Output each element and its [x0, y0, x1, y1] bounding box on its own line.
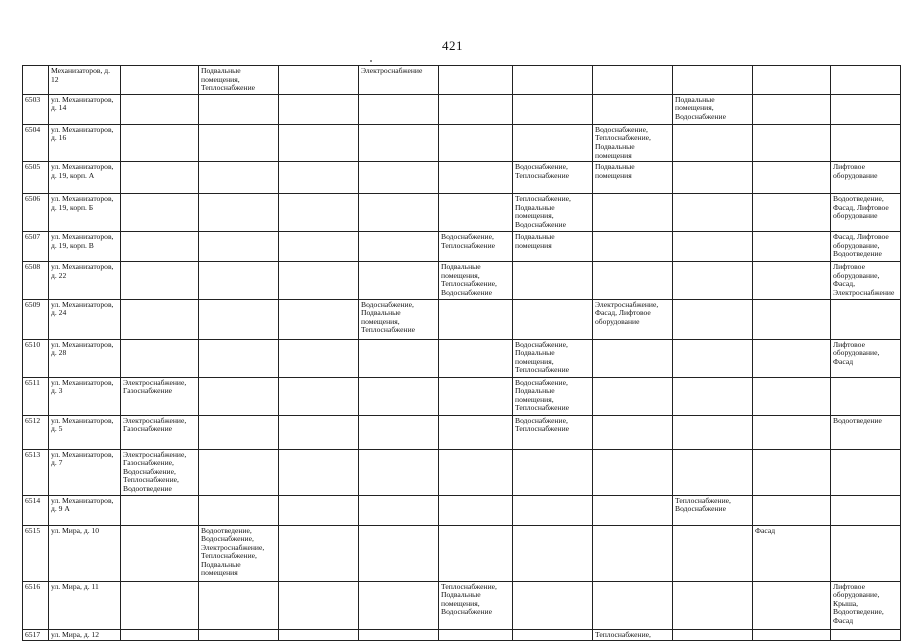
address-cell: ул. Механизаторов, д. 24 — [49, 299, 121, 339]
work-type-cell — [831, 299, 901, 339]
address-cell: ул. Механизаторов, д. 28 — [49, 339, 121, 377]
work-type-cell — [279, 377, 359, 415]
work-type-cell — [121, 124, 199, 161]
work-type-cell: Водоснабжение, Теплоснабжение, Подвальные помещения — [593, 124, 673, 161]
work-type-cell: Водоснабжение, Подвальные помещения, Теплоснабжение — [513, 339, 593, 377]
work-type-cell — [593, 495, 673, 525]
row-number: 6506 — [23, 194, 49, 232]
work-type-cell — [439, 124, 513, 161]
work-type-cell: Лифтовое оборудование, Фасад, Электроснабжение — [831, 262, 901, 299]
page-number: 421 — [442, 38, 463, 53]
work-type-cell: Подвальные помещения — [513, 232, 593, 262]
work-type-cell: Фасад, Лифтовое оборудование, Водоотведение — [831, 232, 901, 262]
work-type-cell — [359, 377, 439, 415]
table-row — [23, 339, 901, 377]
work-type-cell — [199, 162, 279, 194]
work-type-cell — [121, 262, 199, 299]
table-row — [23, 66, 901, 95]
row-number: 6503 — [23, 94, 49, 124]
work-type-cell — [199, 339, 279, 377]
row-number: 6508 — [23, 262, 49, 299]
address-cell: ул. Механизаторов, д. 19, корп. В — [49, 232, 121, 262]
row-number: 6515 — [23, 525, 49, 581]
work-type-cell: Электроснабжение, Фасад, Лифтовое оборудование — [593, 299, 673, 339]
work-type-cell — [513, 262, 593, 299]
work-type-cell: Лифтовое оборудование, Крыша, Водоотведение, Фасад — [831, 581, 901, 629]
work-type-cell: Фасад — [753, 525, 831, 581]
work-type-cell — [831, 629, 901, 641]
work-type-cell — [279, 194, 359, 232]
work-type-cell: Водоотведение — [831, 415, 901, 449]
work-type-cell: Водоснабжение, Теплоснабжение — [513, 162, 593, 194]
address-cell: ул. Механизаторов, д. 14 — [49, 94, 121, 124]
work-type-cell — [513, 66, 593, 95]
work-type-cell — [359, 232, 439, 262]
work-type-cell — [279, 66, 359, 95]
work-type-cell — [753, 581, 831, 629]
row-number: 6511 — [23, 377, 49, 415]
work-type-cell — [359, 581, 439, 629]
work-type-cell — [673, 124, 753, 161]
work-type-cell — [753, 629, 831, 641]
work-type-cell — [673, 525, 753, 581]
row-number: 6510 — [23, 339, 49, 377]
work-type-cell — [673, 629, 753, 641]
work-type-cell — [279, 299, 359, 339]
work-type-cell — [121, 581, 199, 629]
work-type-cell — [279, 232, 359, 262]
work-type-cell: Водоотведение, Фасад, Лифтовое оборудование — [831, 194, 901, 232]
work-type-cell — [593, 525, 673, 581]
work-type-cell — [359, 525, 439, 581]
table-row — [23, 415, 901, 449]
repair-schedule-table — [22, 65, 901, 641]
work-type-cell: Подвальные помещения — [593, 162, 673, 194]
work-type-cell — [279, 339, 359, 377]
work-type-cell — [593, 377, 673, 415]
work-type-cell — [753, 339, 831, 377]
work-type-cell — [439, 339, 513, 377]
table-row — [23, 629, 901, 641]
work-type-cell — [199, 194, 279, 232]
address-cell: Механизаторов, д. 12 — [49, 66, 121, 95]
work-type-cell — [199, 449, 279, 495]
work-type-cell — [359, 415, 439, 449]
work-type-cell — [673, 449, 753, 495]
work-type-cell — [753, 162, 831, 194]
work-type-cell — [439, 415, 513, 449]
work-type-cell — [439, 449, 513, 495]
work-type-cell — [359, 162, 439, 194]
work-type-cell — [831, 495, 901, 525]
work-type-cell — [831, 525, 901, 581]
row-number: 6512 — [23, 415, 49, 449]
work-type-cell: Электроснабжение, Газоснабжение — [121, 377, 199, 415]
work-type-cell — [753, 415, 831, 449]
work-type-cell — [121, 629, 199, 641]
work-type-cell — [439, 194, 513, 232]
work-type-cell — [359, 262, 439, 299]
row-number: 6516 — [23, 581, 49, 629]
work-type-cell — [199, 262, 279, 299]
work-type-cell — [439, 525, 513, 581]
row-number: 6513 — [23, 449, 49, 495]
row-number: 6509 — [23, 299, 49, 339]
work-type-cell: Лифтовое оборудование — [831, 162, 901, 194]
work-type-cell: Теплоснабжение, Водоснабжение — [673, 495, 753, 525]
work-type-cell — [673, 194, 753, 232]
table-row — [23, 162, 901, 194]
table-row — [23, 262, 901, 299]
work-type-cell — [439, 162, 513, 194]
work-type-cell — [359, 495, 439, 525]
work-type-cell — [513, 629, 593, 641]
work-type-cell — [513, 581, 593, 629]
work-type-cell — [593, 194, 673, 232]
work-type-cell — [121, 525, 199, 581]
work-type-cell — [753, 495, 831, 525]
work-type-cell — [279, 525, 359, 581]
work-type-cell: Подвальные помещения, Теплоснабжение — [199, 66, 279, 95]
work-type-cell: Электроснабжение, Газоснабжение — [121, 415, 199, 449]
work-type-cell — [199, 581, 279, 629]
work-type-cell: Водоснабжение, Подвальные помещения, Теплоснабжение — [359, 299, 439, 339]
table-row — [23, 525, 901, 581]
row-number: 6517 — [23, 629, 49, 641]
work-type-cell — [673, 339, 753, 377]
work-type-cell: Лифтовое оборудование, Фасад — [831, 339, 901, 377]
work-type-cell: Теплоснабжение, — [593, 629, 673, 641]
work-type-cell — [593, 232, 673, 262]
work-type-cell — [831, 94, 901, 124]
work-type-cell — [359, 124, 439, 161]
work-type-cell — [359, 629, 439, 641]
work-type-cell — [199, 94, 279, 124]
row-number: 6505 — [23, 162, 49, 194]
work-type-cell — [673, 262, 753, 299]
table-row — [23, 94, 901, 124]
address-cell: ул. Мира, д. 12 — [49, 629, 121, 641]
work-type-cell — [439, 66, 513, 95]
address-cell: ул. Мира, д. 10 — [49, 525, 121, 581]
work-type-cell — [279, 415, 359, 449]
work-type-cell — [593, 66, 673, 95]
work-type-cell: Водоснабжение, Теплоснабжение — [439, 232, 513, 262]
work-type-cell — [593, 339, 673, 377]
work-type-cell — [673, 162, 753, 194]
work-type-cell — [199, 124, 279, 161]
work-type-cell — [279, 495, 359, 525]
work-type-cell — [121, 94, 199, 124]
work-type-cell: Водоотведение, Водоснабжение, Электроснабжение, Теплоснабжение, Подвальные помещения — [199, 525, 279, 581]
work-type-cell — [593, 449, 673, 495]
address-cell: ул. Механизаторов, д. 3 — [49, 377, 121, 415]
work-type-cell — [359, 339, 439, 377]
work-type-cell — [831, 66, 901, 95]
work-type-cell — [513, 525, 593, 581]
work-type-cell — [121, 232, 199, 262]
table-row — [23, 232, 901, 262]
work-type-cell — [593, 581, 673, 629]
work-type-cell — [199, 415, 279, 449]
work-type-cell: Подвальные помещения, Водоснабжение — [673, 94, 753, 124]
work-type-cell — [593, 415, 673, 449]
work-type-cell — [673, 299, 753, 339]
work-type-cell — [753, 232, 831, 262]
work-type-cell — [513, 299, 593, 339]
work-type-cell — [439, 299, 513, 339]
work-type-cell — [439, 629, 513, 641]
work-type-cell — [199, 495, 279, 525]
work-type-cell: Электроснабжение — [359, 66, 439, 95]
row-number — [23, 66, 49, 95]
work-type-cell — [753, 449, 831, 495]
work-type-cell — [673, 232, 753, 262]
address-cell: ул. Механизаторов, д. 7 — [49, 449, 121, 495]
table-row — [23, 124, 901, 161]
work-type-cell — [199, 299, 279, 339]
work-type-cell — [199, 377, 279, 415]
work-type-cell — [513, 124, 593, 161]
scan-speck — [370, 60, 372, 62]
address-cell: ул. Мира, д. 11 — [49, 581, 121, 629]
address-cell: ул. Механизаторов, д. 19, корп. Б — [49, 194, 121, 232]
work-type-cell — [831, 377, 901, 415]
work-type-cell: Подвальные помещения, Теплоснабжение, Водоснабжение — [439, 262, 513, 299]
work-type-cell — [753, 194, 831, 232]
work-type-cell — [279, 94, 359, 124]
work-type-cell — [279, 262, 359, 299]
row-number: 6514 — [23, 495, 49, 525]
work-type-cell — [831, 124, 901, 161]
work-type-cell — [439, 94, 513, 124]
work-type-cell — [753, 94, 831, 124]
address-cell: ул. Механизаторов, д. 16 — [49, 124, 121, 161]
work-type-cell — [513, 94, 593, 124]
work-type-cell — [593, 262, 673, 299]
work-type-cell — [279, 124, 359, 161]
work-type-cell — [279, 581, 359, 629]
work-type-cell: Теплоснабжение, Подвальные помещения, Водоснабжение — [439, 581, 513, 629]
work-type-cell — [279, 629, 359, 641]
row-number: 6504 — [23, 124, 49, 161]
work-type-cell — [831, 449, 901, 495]
work-type-cell — [199, 232, 279, 262]
row-number: 6507 — [23, 232, 49, 262]
work-type-cell — [439, 377, 513, 415]
address-cell: ул. Механизаторов, д. 22 — [49, 262, 121, 299]
work-type-cell — [359, 449, 439, 495]
table-row — [23, 377, 901, 415]
work-type-cell — [121, 162, 199, 194]
work-type-cell — [753, 66, 831, 95]
work-type-cell — [673, 377, 753, 415]
work-type-cell: Водоснабжение, Теплоснабжение — [513, 415, 593, 449]
work-type-cell — [753, 377, 831, 415]
work-type-cell — [673, 581, 753, 629]
work-type-cell — [513, 449, 593, 495]
work-type-cell — [199, 629, 279, 641]
table-row — [23, 299, 901, 339]
work-type-cell — [673, 66, 753, 95]
work-type-cell: Теплоснабжение, Подвальные помещения, Водоснабжение — [513, 194, 593, 232]
work-type-cell — [121, 194, 199, 232]
work-type-cell — [121, 495, 199, 525]
work-type-cell — [513, 495, 593, 525]
table-row — [23, 194, 901, 232]
work-type-cell — [121, 66, 199, 95]
work-type-cell — [121, 339, 199, 377]
work-type-cell — [753, 124, 831, 161]
work-type-cell — [593, 94, 673, 124]
work-type-cell — [359, 194, 439, 232]
work-type-cell — [279, 449, 359, 495]
work-type-cell — [359, 94, 439, 124]
work-type-cell — [439, 495, 513, 525]
work-type-cell: Электроснабжение, Газоснабжение, Водоснабжение, Теплоснабжение, Водоотведение — [121, 449, 199, 495]
work-type-cell: Водоснабжение, Подвальные помещения, Теплоснабжение — [513, 377, 593, 415]
address-cell: ул. Механизаторов, д. 19, корп. А — [49, 162, 121, 194]
address-cell: ул. Механизаторов, д. 9 А — [49, 495, 121, 525]
table-row — [23, 449, 901, 495]
work-type-cell — [753, 262, 831, 299]
address-cell: ул. Механизаторов, д. 5 — [49, 415, 121, 449]
table-row — [23, 495, 901, 525]
work-type-cell — [121, 299, 199, 339]
table-row — [23, 581, 901, 629]
work-type-cell — [673, 415, 753, 449]
work-type-cell — [753, 299, 831, 339]
work-type-cell — [279, 162, 359, 194]
